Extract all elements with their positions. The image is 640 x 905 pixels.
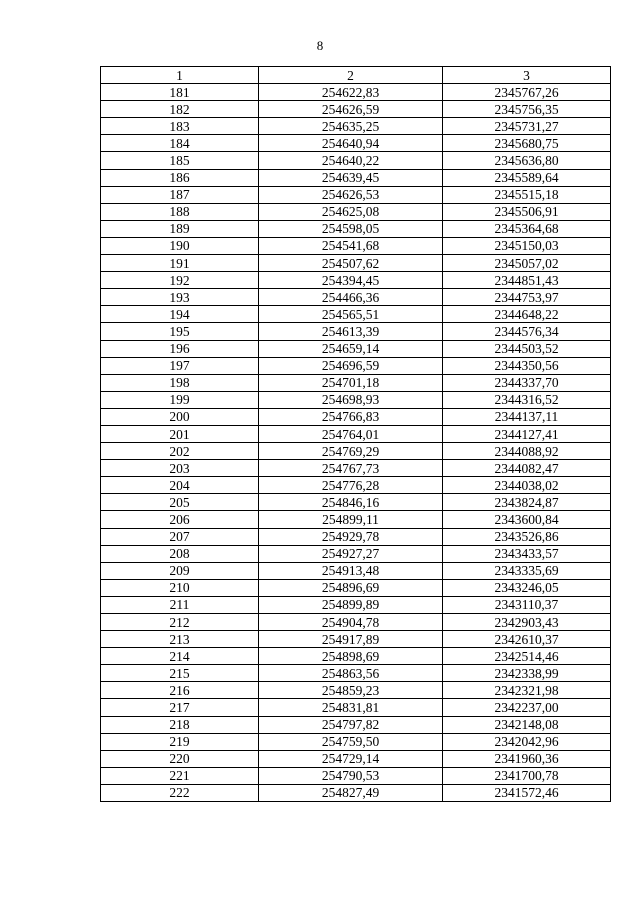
y-coordinate-cell: 2345636,80 bbox=[443, 152, 611, 169]
table-row bbox=[101, 699, 611, 716]
x-coordinate-cell: 254640,94 bbox=[259, 135, 443, 152]
x-coordinate-cell: 254541,68 bbox=[259, 237, 443, 254]
y-coordinate-cell: 2342148,08 bbox=[443, 716, 611, 733]
x-coordinate-cell: 254729,14 bbox=[259, 750, 443, 767]
point-number-cell: 211 bbox=[101, 596, 259, 613]
y-coordinate-cell: 2342321,98 bbox=[443, 682, 611, 699]
y-coordinate-cell: 2343600,84 bbox=[443, 511, 611, 528]
table-row bbox=[101, 391, 611, 408]
x-coordinate-cell: 254863,56 bbox=[259, 665, 443, 682]
x-coordinate-cell: 254899,89 bbox=[259, 596, 443, 613]
x-coordinate-cell: 254898,69 bbox=[259, 648, 443, 665]
table-row bbox=[101, 220, 611, 237]
x-coordinate-cell: 254622,83 bbox=[259, 84, 443, 101]
x-coordinate-cell: 254917,89 bbox=[259, 631, 443, 648]
point-number-cell: 219 bbox=[101, 733, 259, 750]
table-row bbox=[101, 477, 611, 494]
point-number-cell: 197 bbox=[101, 357, 259, 374]
table-body bbox=[101, 84, 611, 802]
x-coordinate-cell: 254827,49 bbox=[259, 784, 443, 801]
table-row bbox=[101, 237, 611, 254]
point-number-cell: 182 bbox=[101, 101, 259, 118]
x-coordinate-cell: 254626,53 bbox=[259, 186, 443, 203]
table-row bbox=[101, 511, 611, 528]
x-coordinate-cell: 254394,45 bbox=[259, 272, 443, 289]
point-number-cell: 214 bbox=[101, 648, 259, 665]
x-coordinate-cell: 254598,05 bbox=[259, 220, 443, 237]
header-column-3: 3 bbox=[443, 67, 611, 84]
y-coordinate-cell: 2343335,69 bbox=[443, 562, 611, 579]
y-coordinate-cell: 2341700,78 bbox=[443, 767, 611, 784]
y-coordinate-cell: 2344088,92 bbox=[443, 443, 611, 460]
table-row bbox=[101, 562, 611, 579]
point-number-cell: 222 bbox=[101, 784, 259, 801]
table-row bbox=[101, 152, 611, 169]
table-row bbox=[101, 272, 611, 289]
y-coordinate-cell: 2342042,96 bbox=[443, 733, 611, 750]
x-coordinate-cell: 254701,18 bbox=[259, 374, 443, 391]
y-coordinate-cell: 2342514,46 bbox=[443, 648, 611, 665]
page-number: 8 bbox=[316, 38, 324, 53]
point-number-cell: 202 bbox=[101, 443, 259, 460]
point-number-cell: 185 bbox=[101, 152, 259, 169]
x-coordinate-cell: 254846,16 bbox=[259, 494, 443, 511]
x-coordinate-cell: 254896,69 bbox=[259, 579, 443, 596]
point-number-cell: 189 bbox=[101, 220, 259, 237]
point-number-cell: 198 bbox=[101, 374, 259, 391]
y-coordinate-cell: 2342338,99 bbox=[443, 665, 611, 682]
table-row bbox=[101, 460, 611, 477]
y-coordinate-cell: 2342903,43 bbox=[443, 614, 611, 631]
header-row bbox=[101, 67, 611, 84]
header-column-2: 2 bbox=[259, 67, 443, 84]
table-row bbox=[101, 425, 611, 442]
x-coordinate-cell: 254797,82 bbox=[259, 716, 443, 733]
table-row bbox=[101, 323, 611, 340]
y-coordinate-cell: 2345767,26 bbox=[443, 84, 611, 101]
y-coordinate-cell: 2342610,37 bbox=[443, 631, 611, 648]
table-row bbox=[101, 494, 611, 511]
point-number-cell: 184 bbox=[101, 135, 259, 152]
y-coordinate-cell: 2345506,91 bbox=[443, 203, 611, 220]
table-row bbox=[101, 767, 611, 784]
header-column-1: 1 bbox=[101, 67, 259, 84]
table-row bbox=[101, 84, 611, 101]
table-row bbox=[101, 289, 611, 306]
table-row bbox=[101, 784, 611, 801]
point-number-cell: 200 bbox=[101, 408, 259, 425]
table-row bbox=[101, 545, 611, 562]
table-row bbox=[101, 682, 611, 699]
point-number-cell: 203 bbox=[101, 460, 259, 477]
y-coordinate-cell: 2341572,46 bbox=[443, 784, 611, 801]
table-row bbox=[101, 750, 611, 767]
table-row bbox=[101, 169, 611, 186]
point-number-cell: 188 bbox=[101, 203, 259, 220]
point-number-cell: 196 bbox=[101, 340, 259, 357]
point-number-cell: 194 bbox=[101, 306, 259, 323]
point-number-cell: 206 bbox=[101, 511, 259, 528]
point-number-cell: 204 bbox=[101, 477, 259, 494]
y-coordinate-cell: 2344337,70 bbox=[443, 374, 611, 391]
y-coordinate-cell: 2344082,47 bbox=[443, 460, 611, 477]
y-coordinate-cell: 2343246,05 bbox=[443, 579, 611, 596]
y-coordinate-cell: 2345680,75 bbox=[443, 135, 611, 152]
point-number-cell: 195 bbox=[101, 323, 259, 340]
table-row bbox=[101, 733, 611, 750]
point-number-cell: 183 bbox=[101, 118, 259, 135]
point-number-cell: 193 bbox=[101, 289, 259, 306]
y-coordinate-cell: 2345589,64 bbox=[443, 169, 611, 186]
x-coordinate-cell: 254640,22 bbox=[259, 152, 443, 169]
point-number-cell: 192 bbox=[101, 272, 259, 289]
table-row bbox=[101, 255, 611, 272]
x-coordinate-cell: 254635,25 bbox=[259, 118, 443, 135]
x-coordinate-cell: 254764,01 bbox=[259, 425, 443, 442]
y-coordinate-cell: 2344038,02 bbox=[443, 477, 611, 494]
table-row bbox=[101, 716, 611, 733]
point-number-cell: 212 bbox=[101, 614, 259, 631]
y-coordinate-cell: 2343526,86 bbox=[443, 528, 611, 545]
table-row bbox=[101, 631, 611, 648]
table-row bbox=[101, 186, 611, 203]
x-coordinate-cell: 254913,48 bbox=[259, 562, 443, 579]
x-coordinate-cell: 254766,83 bbox=[259, 408, 443, 425]
table-row bbox=[101, 443, 611, 460]
table-row bbox=[101, 408, 611, 425]
y-coordinate-cell: 2344753,97 bbox=[443, 289, 611, 306]
x-coordinate-cell: 254759,50 bbox=[259, 733, 443, 750]
y-coordinate-cell: 2344648,22 bbox=[443, 306, 611, 323]
coordinates-table bbox=[100, 66, 611, 802]
table-row bbox=[101, 648, 611, 665]
point-number-cell: 209 bbox=[101, 562, 259, 579]
y-coordinate-cell: 2341960,36 bbox=[443, 750, 611, 767]
point-number-cell: 221 bbox=[101, 767, 259, 784]
x-coordinate-cell: 254927,27 bbox=[259, 545, 443, 562]
x-coordinate-cell: 254613,39 bbox=[259, 323, 443, 340]
point-number-cell: 213 bbox=[101, 631, 259, 648]
point-number-cell: 215 bbox=[101, 665, 259, 682]
y-coordinate-cell: 2343433,57 bbox=[443, 545, 611, 562]
y-coordinate-cell: 2344127,41 bbox=[443, 425, 611, 442]
y-coordinate-cell: 2345057,02 bbox=[443, 255, 611, 272]
x-coordinate-cell: 254659,14 bbox=[259, 340, 443, 357]
x-coordinate-cell: 254565,51 bbox=[259, 306, 443, 323]
y-coordinate-cell: 2344350,56 bbox=[443, 357, 611, 374]
table-row bbox=[101, 306, 611, 323]
y-coordinate-cell: 2345515,18 bbox=[443, 186, 611, 203]
y-coordinate-cell: 2344137,11 bbox=[443, 408, 611, 425]
x-coordinate-cell: 254507,62 bbox=[259, 255, 443, 272]
x-coordinate-cell: 254831,81 bbox=[259, 699, 443, 716]
table-row bbox=[101, 665, 611, 682]
point-number-cell: 199 bbox=[101, 391, 259, 408]
x-coordinate-cell: 254767,73 bbox=[259, 460, 443, 477]
x-coordinate-cell: 254639,45 bbox=[259, 169, 443, 186]
y-coordinate-cell: 2344503,52 bbox=[443, 340, 611, 357]
point-number-cell: 191 bbox=[101, 255, 259, 272]
table-row bbox=[101, 101, 611, 118]
x-coordinate-cell: 254466,36 bbox=[259, 289, 443, 306]
point-number-cell: 210 bbox=[101, 579, 259, 596]
y-coordinate-cell: 2343110,37 bbox=[443, 596, 611, 613]
table-row bbox=[101, 203, 611, 220]
x-coordinate-cell: 254859,23 bbox=[259, 682, 443, 699]
point-number-cell: 218 bbox=[101, 716, 259, 733]
point-number-cell: 190 bbox=[101, 237, 259, 254]
point-number-cell: 186 bbox=[101, 169, 259, 186]
y-coordinate-cell: 2345731,27 bbox=[443, 118, 611, 135]
y-coordinate-cell: 2345756,35 bbox=[443, 101, 611, 118]
table-row bbox=[101, 340, 611, 357]
point-number-cell: 207 bbox=[101, 528, 259, 545]
x-coordinate-cell: 254899,11 bbox=[259, 511, 443, 528]
y-coordinate-cell: 2342237,00 bbox=[443, 699, 611, 716]
table-row bbox=[101, 374, 611, 391]
x-coordinate-cell: 254625,08 bbox=[259, 203, 443, 220]
y-coordinate-cell: 2345364,68 bbox=[443, 220, 611, 237]
table-row bbox=[101, 135, 611, 152]
y-coordinate-cell: 2344316,52 bbox=[443, 391, 611, 408]
table-row bbox=[101, 579, 611, 596]
x-coordinate-cell: 254696,59 bbox=[259, 357, 443, 374]
point-number-cell: 205 bbox=[101, 494, 259, 511]
table-row bbox=[101, 614, 611, 631]
table-header bbox=[101, 67, 611, 84]
point-number-cell: 217 bbox=[101, 699, 259, 716]
x-coordinate-cell: 254769,29 bbox=[259, 443, 443, 460]
x-coordinate-cell: 254626,59 bbox=[259, 101, 443, 118]
x-coordinate-cell: 254790,53 bbox=[259, 767, 443, 784]
point-number-cell: 181 bbox=[101, 84, 259, 101]
point-number-cell: 201 bbox=[101, 425, 259, 442]
point-number-cell: 220 bbox=[101, 750, 259, 767]
y-coordinate-cell: 2345150,03 bbox=[443, 237, 611, 254]
x-coordinate-cell: 254776,28 bbox=[259, 477, 443, 494]
y-coordinate-cell: 2344576,34 bbox=[443, 323, 611, 340]
table-row bbox=[101, 118, 611, 135]
point-number-cell: 216 bbox=[101, 682, 259, 699]
x-coordinate-cell: 254904,78 bbox=[259, 614, 443, 631]
x-coordinate-cell: 254929,78 bbox=[259, 528, 443, 545]
table-row bbox=[101, 528, 611, 545]
table-row bbox=[101, 596, 611, 613]
table-row bbox=[101, 357, 611, 374]
y-coordinate-cell: 2344851,43 bbox=[443, 272, 611, 289]
point-number-cell: 187 bbox=[101, 186, 259, 203]
point-number-cell: 208 bbox=[101, 545, 259, 562]
x-coordinate-cell: 254698,93 bbox=[259, 391, 443, 408]
y-coordinate-cell: 2343824,87 bbox=[443, 494, 611, 511]
